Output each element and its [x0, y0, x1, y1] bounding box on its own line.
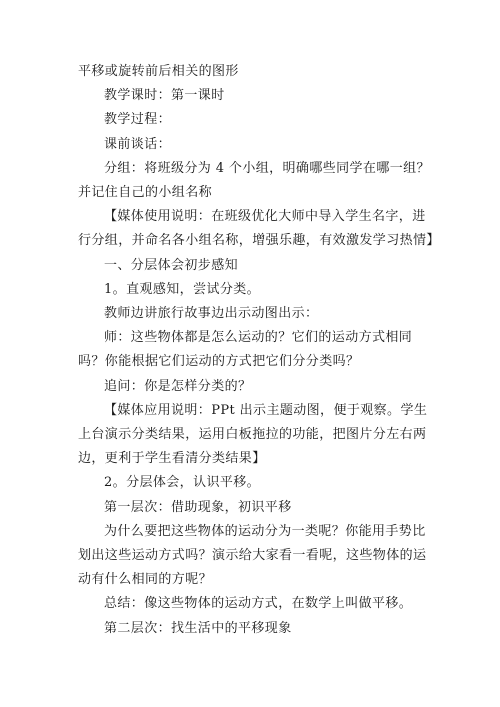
paragraph-step-1: 1。直观感知，尝试分类。 [104, 281, 261, 297]
paragraph-teacher-story: 教师边讲旅行故事边出示动图出示： [104, 306, 319, 322]
paragraph-lesson-hours: 教学课时：第一课时 [104, 88, 225, 104]
paragraph-summary: 总结：像这些物体的运动方式，在数学上叫做平移。 [104, 596, 413, 612]
paragraph-teacher-question: 师：这些物体都是怎么运动的？它们的运动方式相同吗？你能根据它们运动的方式把它们分分类吗？ [78, 330, 413, 370]
paragraph-level-one: 第一层次：借助现象，初识平移 [104, 499, 292, 515]
paragraph-pre-class-talk: 课前谈话： [104, 136, 172, 152]
document-page [78, 60, 438, 641]
paragraph-level-two: 第二层次：找生活中的平移现象 [104, 620, 292, 636]
paragraph-step-2: 2。分层体会，认识平移。 [104, 475, 261, 491]
paragraph-section-one-heading: 一、分层体会初步感知 [104, 257, 239, 273]
paragraph-media-note-2: 【媒体应用说明：PPt 出示主题动图，便于观察。学生上台演示分类结果，运用白板拖拉的功能，把图片分左右两边，更利于学生看清分类结果】 [78, 402, 428, 467]
paragraph-teaching-process: 教学过程： [104, 112, 172, 128]
paragraph-grouping: 分组：将班级分为 4 个小组，明确哪些同学在哪一组？并记住自己的小组名称 [78, 160, 430, 201]
paragraph-media-note-1: 【媒体使用说明：在班级优化大师中导入学生名字，进行分组，并命名各小组名称，增强乐趣，有效激发学习热情】 [78, 209, 440, 249]
paragraph-why-question: 为什么要把这些物体的运动分为一类呢？你能用手势比划出这些运动方式吗？演示给大家看一看呢，这些物体的运动有什么相同的方呢？ [78, 523, 427, 588]
paragraph-title-line: 平移或旋转前后相关的图形 [78, 64, 239, 79]
paragraph-follow-up: 追问：你是怎样分类的？ [104, 378, 252, 394]
